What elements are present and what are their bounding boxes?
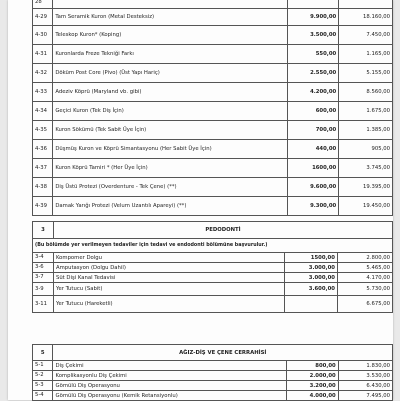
item-description: Yer Tutucu (Hareketli) bbox=[53, 296, 284, 313]
table-row bbox=[33, 381, 393, 391]
price-2: 7.495,00 bbox=[338, 391, 392, 401]
price-2: 3.745,00 bbox=[339, 159, 393, 178]
price-2: 4.170,00 bbox=[337, 273, 392, 283]
item-code: 4-39 bbox=[33, 197, 53, 216]
item-description: Düşmüş Kuron ve Köprü Simantasyonu (Her Sabit Üye İçin) bbox=[53, 140, 288, 159]
table-row bbox=[33, 0, 393, 9]
price-2: 5.730,00 bbox=[337, 283, 392, 296]
price-1: 3.000,00 bbox=[285, 273, 338, 283]
item-description: Amputasyon (Dolgu Dahil) bbox=[53, 263, 284, 273]
item-code: 4-38 bbox=[33, 178, 53, 197]
surgery-header-row bbox=[33, 345, 393, 361]
item-code: 4-31 bbox=[33, 45, 53, 64]
pedodonti-note-row bbox=[33, 239, 393, 253]
item-code: 3-7 bbox=[33, 273, 54, 283]
table-row bbox=[33, 102, 393, 121]
table-row bbox=[33, 263, 393, 273]
price-2: 1.675,00 bbox=[339, 102, 393, 121]
item-description: Kuron Sökümü (Tek Sabit Üye İçin) bbox=[53, 121, 288, 140]
item-code: 4-32 bbox=[33, 64, 53, 83]
item-code: 5-1 bbox=[33, 361, 53, 371]
item-description: Teleskop Kuron* (Koping) bbox=[53, 26, 288, 45]
price-2: 6.430,00 bbox=[338, 381, 392, 391]
price-2: 7.450,00 bbox=[339, 26, 393, 45]
price-2: 8.560,00 bbox=[339, 83, 393, 102]
item-description: Yer Tutucu (Sabit) bbox=[53, 283, 284, 296]
table-row bbox=[33, 121, 393, 140]
table-row bbox=[33, 159, 393, 178]
table-row bbox=[33, 391, 393, 401]
item-description: Diş Üstü Protezi (Overdenture - Tek Çene) (**) bbox=[53, 178, 288, 197]
price-1: 3.200,00 bbox=[286, 381, 338, 391]
item-description: Komplikasyonlu Diş Çekimi bbox=[53, 371, 286, 381]
item-code: 4-29 bbox=[33, 9, 53, 26]
price-2: 1.830,00 bbox=[338, 361, 392, 371]
item-description: Tam Seramik Kuron (Metal Desteksiz) bbox=[53, 9, 288, 26]
item-code: 3-9 bbox=[33, 283, 54, 296]
price-1: 2.550,00 bbox=[288, 64, 339, 83]
item-description: Gömülü Diş Operasyonu bbox=[53, 381, 286, 391]
item-description: Adeziv Köprü (Maryland vb. gibi) bbox=[53, 83, 288, 102]
document-page bbox=[8, 0, 393, 400]
price-1: 4.000,00 bbox=[286, 391, 338, 401]
price-1: 9.900,00 bbox=[288, 9, 339, 26]
item-code: 4-35 bbox=[33, 121, 53, 140]
table-row bbox=[33, 83, 393, 102]
prosthesis-price-table bbox=[32, 0, 393, 216]
item-code: 3-6 bbox=[33, 263, 54, 273]
item-code: 4-34 bbox=[33, 102, 53, 121]
price-2: 1.385,00 bbox=[339, 121, 393, 140]
section-note: (Bu bölümde yer verilmeyen tedaviler için tedavi ve endodonti bölümüne başvurulur.) bbox=[33, 239, 393, 253]
section-title: AĞIZ-DİŞ VE ÇENE CERRAHİSİ bbox=[53, 345, 393, 361]
table-row bbox=[33, 361, 393, 371]
section-number: 5 bbox=[33, 345, 53, 361]
price-2: 18.160,00 bbox=[339, 9, 393, 26]
price-1: 3.500,00 bbox=[288, 26, 339, 45]
item-description: Kuron Köprü Tamiri * (Her Üye İçin) bbox=[53, 159, 288, 178]
table-row bbox=[33, 9, 393, 26]
price-2: 1.165,00 bbox=[339, 45, 393, 64]
price-2: 5.155,00 bbox=[339, 64, 393, 83]
item-code: 4-33 bbox=[33, 83, 53, 102]
section-number: 3 bbox=[33, 222, 54, 239]
table-row bbox=[33, 26, 393, 45]
price-2 bbox=[339, 0, 393, 9]
pedodonti-header-row bbox=[33, 222, 393, 239]
item-description: Diş Çekimi bbox=[53, 361, 286, 371]
table-row bbox=[33, 197, 393, 216]
item-code: 5-2 bbox=[33, 371, 53, 381]
table-row bbox=[33, 45, 393, 64]
price-1: 600,00 bbox=[288, 102, 339, 121]
item-code: 4-30 bbox=[33, 26, 53, 45]
item-description: Kuronlarda Freze Tekniği Farkı bbox=[53, 45, 288, 64]
table-row bbox=[33, 178, 393, 197]
table-row bbox=[33, 273, 393, 283]
table-row bbox=[33, 64, 393, 83]
item-code: 3-11 bbox=[33, 296, 54, 313]
item-code: 5-4 bbox=[33, 391, 53, 401]
table-row bbox=[33, 296, 393, 313]
table-row bbox=[33, 283, 393, 296]
item-description: Kompomer Dolgu bbox=[53, 253, 284, 263]
surgery-price-table bbox=[32, 344, 393, 401]
price-1: 800,00 bbox=[286, 361, 338, 371]
price-2: 3.530,00 bbox=[338, 371, 392, 381]
price-1 bbox=[285, 296, 338, 313]
price-2: 19.450,00 bbox=[339, 197, 393, 216]
price-1: 3.000,00 bbox=[285, 263, 338, 273]
price-1: 9.300,00 bbox=[288, 197, 339, 216]
pedodonti-price-table bbox=[32, 221, 393, 313]
price-1: 1600,00 bbox=[288, 159, 339, 178]
price-1: 9.600,00 bbox=[288, 178, 339, 197]
item-description bbox=[53, 0, 288, 9]
item-description: Gömülü Diş Operasyonu (Kemik Retansiyonlu) bbox=[53, 391, 286, 401]
price-1: 3.600,00 bbox=[285, 283, 338, 296]
price-1: 1500,00 bbox=[285, 253, 338, 263]
item-code: 3-4 bbox=[33, 253, 54, 263]
price-2: 5.465,00 bbox=[337, 263, 392, 273]
section-title: PEDODONTİ bbox=[53, 222, 392, 239]
price-1 bbox=[288, 0, 339, 9]
table-row bbox=[33, 140, 393, 159]
item-description: Damak Yarığı Protezi (Velum Uzantılı Apareyi) (**) bbox=[53, 197, 288, 216]
item-code: 5-3 bbox=[33, 381, 53, 391]
table-row bbox=[33, 371, 393, 381]
table-row bbox=[33, 253, 393, 263]
item-code: 28 bbox=[33, 0, 53, 9]
price-2: 6.675,00 bbox=[337, 296, 392, 313]
price-1: 440,00 bbox=[288, 140, 339, 159]
item-code: 4-37 bbox=[33, 159, 53, 178]
price-1: 4.200,00 bbox=[288, 83, 339, 102]
price-2: 19.395,00 bbox=[339, 178, 393, 197]
price-1: 700,00 bbox=[288, 121, 339, 140]
price-2: 2.800,00 bbox=[337, 253, 392, 263]
item-code: 4-36 bbox=[33, 140, 53, 159]
price-1: 550,00 bbox=[288, 45, 339, 64]
price-2: 905,00 bbox=[339, 140, 393, 159]
price-1: 2.000,00 bbox=[286, 371, 338, 381]
item-description: Geçici Kuron (Tek Diş İçin) bbox=[53, 102, 288, 121]
item-description: Döküm Post Core (Pivo) (Üst Yapı Hariç) bbox=[53, 64, 288, 83]
item-description: Süt Dişi Kanal Tedavisi bbox=[53, 273, 284, 283]
